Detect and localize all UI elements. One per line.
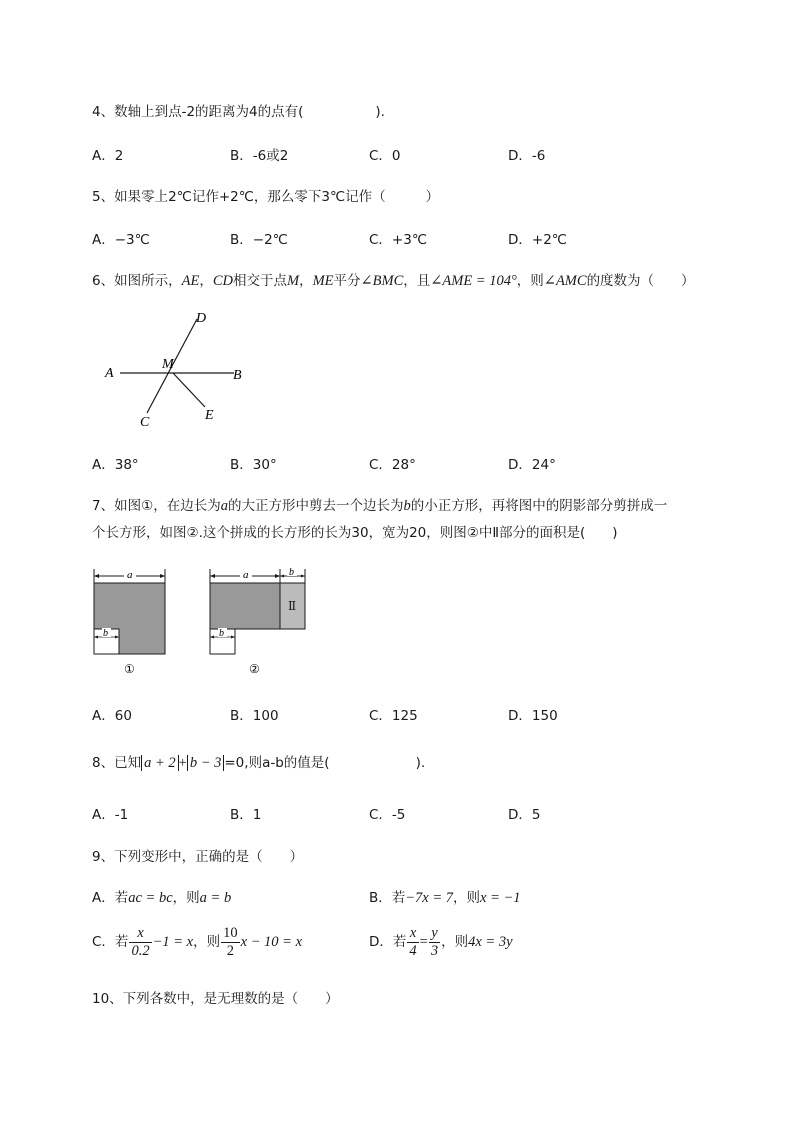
fraction-10-over-2: $\frac{10}{2}$ bbox=[223, 925, 238, 959]
q7-option-d: D．150 bbox=[508, 708, 558, 724]
q4-option-c: C．0 bbox=[369, 148, 401, 164]
question-10-stem: 10、下列各数中，是无理数的是（ ） bbox=[92, 991, 339, 1007]
question-5-stem: 5、如果零上2℃记作+2℃，那么零下3℃记作（ ） bbox=[92, 189, 440, 205]
q7-option-c: C．125 bbox=[369, 708, 418, 724]
q9-option-b: B．若−7x = 7，则x = −1 bbox=[369, 890, 521, 906]
region-ii-label: Ⅱ bbox=[288, 599, 297, 613]
ray-me bbox=[173, 373, 205, 407]
rectangle-rearranged-figure-2 bbox=[204, 563, 314, 678]
question-8-stem: 8、已知 a + 2 + b − 3 =0,则a-b的值是( ). bbox=[92, 755, 426, 771]
label-e: E bbox=[205, 408, 214, 423]
absolute-value-a-plus-2: a + 2 bbox=[141, 755, 179, 771]
absolute-value-b-minus-3: b − 3 bbox=[187, 755, 225, 771]
q5-option-b: B．−2℃ bbox=[230, 232, 288, 248]
q9-option-d: D．若 $\frac{x}{4}$ = $\frac{y}{3}$ ，则4x = 3y bbox=[369, 925, 513, 959]
square-cut-figure-1 bbox=[88, 563, 173, 678]
shaded-region-i bbox=[210, 583, 280, 629]
label-b: B bbox=[233, 368, 242, 383]
q8-option-c: C．-5 bbox=[369, 807, 406, 823]
q6-option-c: C．28° bbox=[369, 457, 416, 473]
intersecting-lines-figure bbox=[100, 305, 260, 430]
q6-option-d: D．24° bbox=[508, 457, 556, 473]
figure-1-caption: ① bbox=[124, 662, 135, 676]
q8-option-d: D．5 bbox=[508, 807, 541, 823]
label-a: A bbox=[105, 366, 114, 381]
fraction-y-over-3: $\frac{y}{3}$ bbox=[430, 925, 439, 959]
q5-option-a: A．−3℃ bbox=[92, 232, 150, 248]
question-6-stem: 6、如图所示，AE，CD相交于点M，ME平分∠BMC，且∠AME = 104°，则∠AMC的度数为（ ） bbox=[92, 273, 695, 289]
svg-text:b: b bbox=[103, 628, 108, 639]
q6-option-b: B．30° bbox=[230, 457, 277, 473]
svg-text:b: b bbox=[219, 628, 224, 639]
question-7-line-2: 个长方形，如图②.这个拼成的长方形的长为30，宽为20，则图②中Ⅱ部分的面积是( ) bbox=[92, 525, 618, 541]
q7-option-a: A．60 bbox=[92, 708, 132, 724]
fraction-x-over-0-2: $\frac{x}{0.2}$ bbox=[131, 925, 150, 959]
figure-2-caption: ② bbox=[249, 662, 260, 676]
q6-option-a: A．38° bbox=[92, 457, 139, 473]
q8-option-b: B．1 bbox=[230, 807, 262, 823]
label-m: M bbox=[162, 357, 174, 372]
svg-text:a: a bbox=[127, 569, 133, 581]
question-9-stem: 9、下列变形中，正确的是（ ） bbox=[92, 849, 304, 865]
q7-option-b: B．100 bbox=[230, 708, 279, 724]
q4-option-a: A．2 bbox=[92, 148, 124, 164]
question-4-stem: 4、数轴上到点-2的距离为4的点有( ). bbox=[92, 104, 385, 120]
svg-text:b: b bbox=[289, 567, 294, 578]
label-d: D bbox=[196, 311, 207, 326]
label-c: C bbox=[140, 415, 150, 430]
q5-option-c: C．+3℃ bbox=[369, 232, 427, 248]
q4-option-d: D．-6 bbox=[508, 148, 546, 164]
q4-option-b: B．-6或2 bbox=[230, 148, 289, 164]
svg-text:a: a bbox=[243, 569, 249, 581]
q8-option-a: A．-1 bbox=[92, 807, 129, 823]
q5-option-d: D．+2℃ bbox=[508, 232, 567, 248]
q9-option-a: A．若ac = bc，则a = b bbox=[92, 890, 232, 906]
fraction-x-over-4: $\frac{x}{4}$ bbox=[409, 925, 417, 959]
q9-option-c: C．若 $\frac{x}{0.2}$ −1 = x，则 $\frac{10}{2}$ x − 10 = x bbox=[92, 925, 303, 959]
question-7-line-1: 7、如图①，在边长为a的大正方形中剪去一个边长为b的小正方形，再将图中的阴影部分剪拼成一 bbox=[92, 498, 668, 514]
